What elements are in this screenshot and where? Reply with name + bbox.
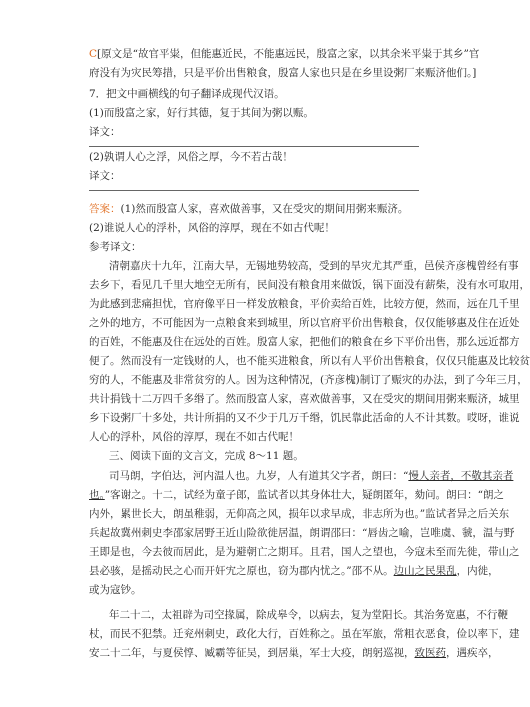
translation-line: 乡下设粥厂十多处，共计所捐的又不少于几万千缗，饥民靠此活命的人不计其数。哎呀，谁说 bbox=[89, 412, 520, 424]
reference-translation bbox=[89, 257, 530, 447]
answer-line-2: (2)谁说人心的浮朴，风俗的淳厚，现在不如古代呢！ bbox=[89, 222, 335, 234]
q7-translation-label-1: 译文： bbox=[89, 126, 121, 138]
classical-text-paragraph-1 bbox=[89, 467, 520, 600]
section-3-title: 三、阅读下面的文言文，完成 8～11 题。 bbox=[109, 450, 304, 462]
passage-line: 安二十二年，与夏侯惇、臧霸等征吴，到居巢，军士大疫，朗躬巡视，致医药，遇疾卒， bbox=[89, 647, 499, 659]
translation-line: 清朝嘉庆十九年，江南大旱，无锡地势较高，受到的旱灾尤其严重，邑侯齐彦槐曾经有事 bbox=[109, 260, 519, 272]
passage-line: 县必骇，是摇动民之心而开奸宄之原也，窃为郡内忧之。”邵不从。边山之民果乱，内徙， bbox=[89, 565, 499, 577]
q7-sentence-1: (1)而殷富之家，好行其德，复于其间为粥以赈。 bbox=[89, 107, 314, 119]
underlined-sentence-1-end: 也。 bbox=[89, 489, 105, 501]
passage-line: 杖，而民不犯禁。迁兖州刺史，政化大行，百姓称之。虽在军旅，常粗衣恶食，俭以率下，建 bbox=[89, 628, 520, 640]
passage-line: 也。”客谢之。十二，试经为童子郎，监试者以其身体壮大，疑朗匿年，劾问。朗曰：“朗之 bbox=[89, 489, 504, 501]
passage-line: 年二十二，太祖辟为司空掾属，除成皋令，以病去，复为堂阳长。其治务宽惠，不行鞭 bbox=[109, 609, 508, 621]
classical-text-paragraph-2 bbox=[89, 606, 520, 663]
q7-question-2 bbox=[89, 148, 419, 186]
q7-translation-label-2: 译文： bbox=[89, 170, 121, 182]
section-3-title-block bbox=[89, 447, 419, 466]
passage-line: 王即是也，今去彼而居此，是为避朝亡之期耳。且君，国人之望也，今寇未至而先徙，带山之 bbox=[89, 546, 520, 558]
answer-rule-2 bbox=[89, 190, 419, 191]
translation-line: 之外的地方，不可能因为一点粮食来到城里，所以官府平价出售粮食，仅仅能够惠及住在近处 bbox=[89, 317, 520, 329]
underlined-sentence-2: 边山之民果乱 bbox=[393, 565, 457, 577]
q6-answer-explanation bbox=[89, 45, 480, 83]
translation-line: 的百姓，不能惠及住在远处的百姓。殷富人家，把他们的粮食在乡下平价出售，那么远近都方 bbox=[89, 336, 520, 348]
underlined-sentence-1: 慢人亲者，不敬其亲者 bbox=[408, 470, 514, 482]
translation-line: 去乡下，看见几千里大地空无所有，民间没有粮食用来做饭，锅下面没有薪柴，没有水可取用， bbox=[89, 279, 530, 291]
translation-line: 便了。然而没有一定钱财的人，也不能买进粮食，所以有人平价出售粮食，仅仅只能惠及比较贫 bbox=[89, 355, 530, 367]
q7-sentence-2: (2)孰谓人心之浮，风俗之厚，今不若古哉！ bbox=[89, 151, 293, 163]
passage-line: 内外，累世长大，朗虽稚弱，无仰高之风，损年以求早成，非志所为也。”监试者异之后关东 bbox=[89, 508, 510, 520]
translation-title: 参考译文： bbox=[89, 241, 142, 253]
q7-title: 7．把文中画横线的句子翻译成现代汉语。 bbox=[89, 88, 285, 100]
underlined-phrase: 致医药 bbox=[414, 647, 446, 659]
passage-line: 兵起故冀州刺史李邵家居野王近山险欲徙居温，朗谓邵曰：“唇齿之喻，岂唯虞、虢，温与野 bbox=[89, 527, 515, 539]
translation-line: 人心的浮朴，风俗的淳厚，现在不如古代呢！ bbox=[89, 431, 299, 443]
q6-explanation-line-2: 府没有为灾民筹措，只是平价出售粮食，殷富人家也只是在乡里设粥厂来赈济他们。] bbox=[89, 67, 477, 79]
translation-line: 为此感到悲痛担忧，官府像平日一样发放粮食，平价卖给百姓，比较方便，然而，远在几千里 bbox=[89, 298, 520, 310]
q7-question bbox=[89, 85, 419, 142]
answer-line-1: 答案：(1)然而殷富人家，喜欢做善事，又在受灾的期间用粥来赈济。 bbox=[89, 203, 409, 215]
translation-line: 共计捐钱十二万四千多缗了。然而殷富人家，喜欢做善事，又在受灾的期间用粥来赈济，城里 bbox=[89, 393, 520, 405]
q7-answer bbox=[89, 200, 419, 257]
passage-line: 司马朗，字伯达，河内温人也。九岁，人有道其父字者，朗曰：“慢人亲者，不敬其亲者 bbox=[109, 470, 514, 482]
passage-line: 或为寇钞。 bbox=[89, 584, 142, 596]
q6-answer-letter: C bbox=[89, 48, 98, 60]
answer-label: 答案： bbox=[89, 203, 121, 215]
translation-line: 穷的人，不能惠及非常贫穷的人。因为这种情况，(齐彦槐)制订了赈灾的办法，到了今年三月， bbox=[89, 374, 528, 386]
answer-rule-1 bbox=[89, 146, 419, 147]
q6-explanation-line-1: C[原文是“故官平粜，但能惠近民，不能惠远民，殷富之家，以其余米平粜于其乡”官 bbox=[89, 48, 480, 60]
